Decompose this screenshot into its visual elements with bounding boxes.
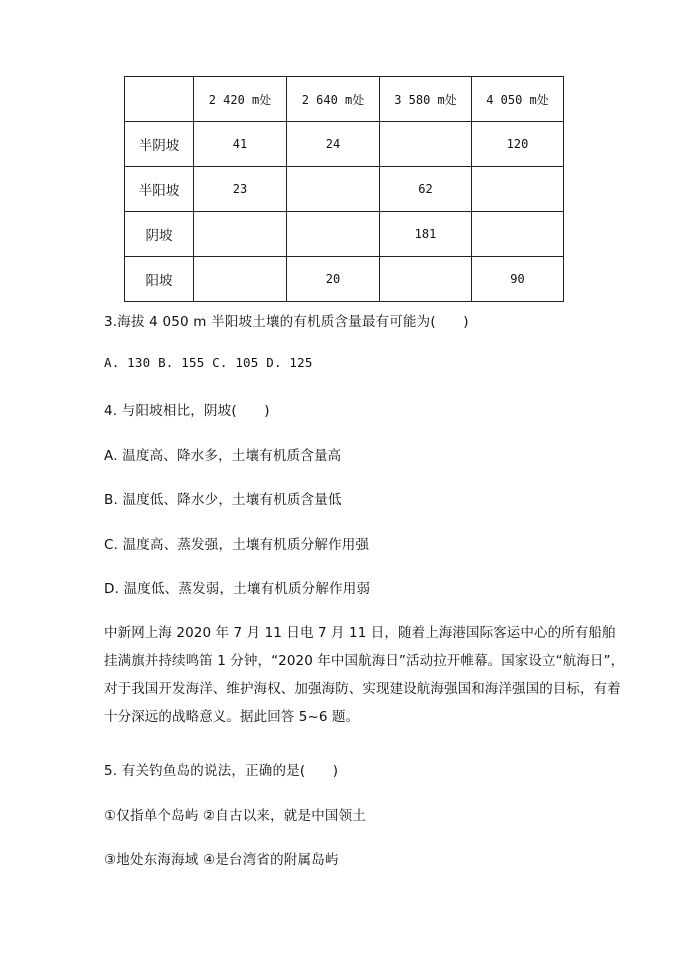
- table-cell: 23: [194, 167, 287, 212]
- question-4-stem: 4. 与阳坡相比，阴坡( ): [104, 403, 270, 419]
- passage-line: 十分深远的战略意义。据此回答 5~6 题。: [104, 709, 360, 725]
- passage-line: 中新网上海 2020 年 7 月 11 日电 7 月 11 日，随着上海港国际客运中心的所有船舶: [104, 625, 616, 641]
- table-header-cell: 4 050 m处: [472, 77, 564, 122]
- table-cell: [380, 122, 472, 167]
- table-header-cell: [125, 77, 194, 122]
- question-4-option-c: C. 温度高、蒸发强，土壤有机质分解作用强: [104, 537, 370, 553]
- table-cell: [194, 212, 287, 257]
- table-header-cell: 3 580 m处: [380, 77, 472, 122]
- question-4-option-d: D. 温度低、蒸发弱，土壤有机质分解作用弱: [104, 581, 371, 597]
- table-cell: [472, 167, 564, 212]
- question-5-options-line-2: ③地处东海海域 ④是台湾省的附属岛屿: [104, 852, 339, 868]
- row-label: 半阴坡: [125, 122, 194, 167]
- table-cell: 62: [380, 167, 472, 212]
- table-cell: 20: [287, 257, 380, 302]
- table-row: [125, 167, 564, 212]
- table-cell: 24: [287, 122, 380, 167]
- question-5-options-line-1: ①仅指单个岛屿 ②自古以来，就是中国领土: [104, 808, 366, 824]
- question-3-options: A. 130 B. 155 C. 105 D. 125: [104, 355, 313, 370]
- passage-line: 挂满旗并持续鸣笛 1 分钟，“2020 年中国航海日”活动拉开帷幕。国家设立“航海日”，: [104, 653, 625, 669]
- table-cell: 90: [472, 257, 564, 302]
- table-cell: [380, 257, 472, 302]
- table-cell: 181: [380, 212, 472, 257]
- altitude-data-table: [124, 76, 564, 302]
- question-3-stem: 3.海拔 4 050 m 半阳坡土壤的有机质含量最有可能为( ): [104, 314, 469, 330]
- question-4-option-b: B. 温度低、降水少，土壤有机质含量低: [104, 492, 342, 508]
- table-cell: 41: [194, 122, 287, 167]
- table-header-cell: 2 420 m处: [194, 77, 287, 122]
- table-cell: [194, 257, 287, 302]
- table-header-row: [125, 77, 564, 122]
- table-row: [125, 212, 564, 257]
- table-cell: [472, 212, 564, 257]
- row-label: 阴坡: [125, 212, 194, 257]
- question-4-option-a: A. 温度高、降水多，土壤有机质含量高: [104, 448, 342, 464]
- table-cell: [287, 167, 380, 212]
- table-header-cell: 2 640 m处: [287, 77, 380, 122]
- row-label: 阳坡: [125, 257, 194, 302]
- table-cell: 120: [472, 122, 564, 167]
- row-label: 半阳坡: [125, 167, 194, 212]
- news-passage: [104, 619, 625, 731]
- table-row: [125, 257, 564, 302]
- table-row: [125, 122, 564, 167]
- passage-line: 对于我国开发海洋、维护海权、加强海防、实现建设航海强国和海洋强国的目标，有着: [104, 681, 621, 697]
- table-cell: [287, 212, 380, 257]
- question-5-stem: 5. 有关钓鱼岛的说法，正确的是( ): [104, 763, 339, 779]
